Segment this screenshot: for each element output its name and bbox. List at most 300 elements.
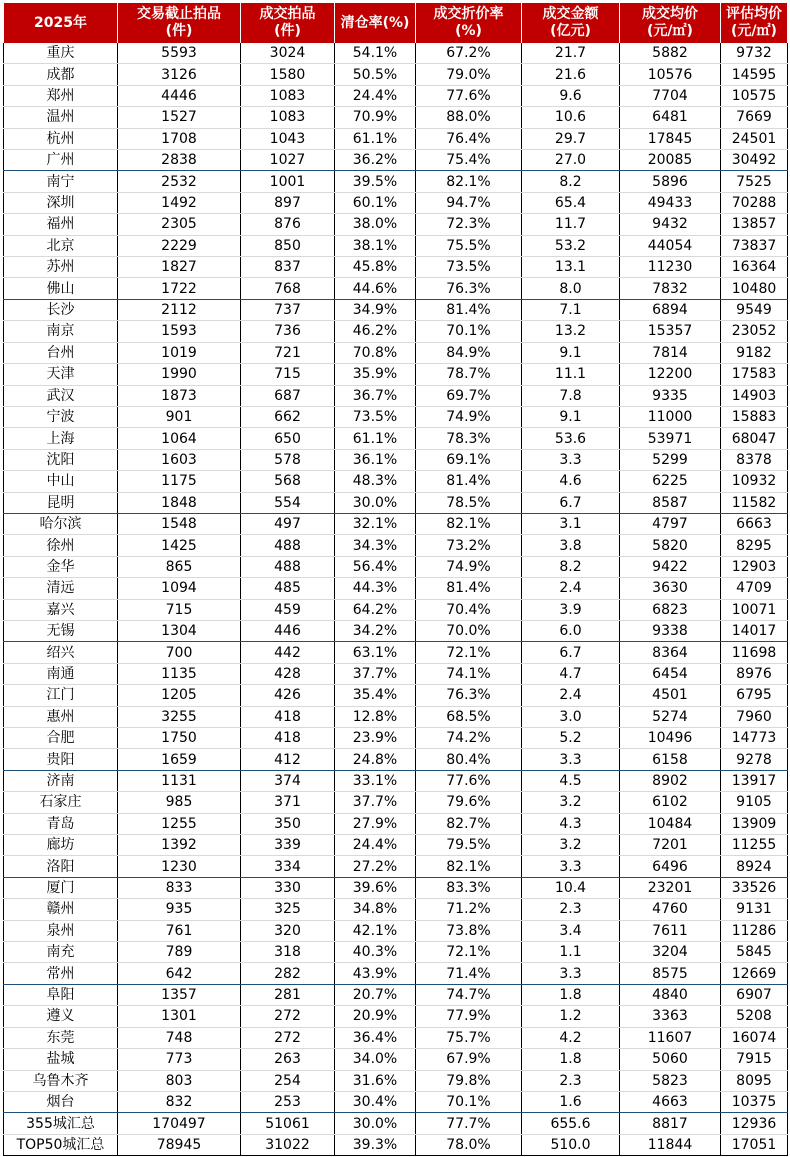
sold-items-cell: 1043 <box>241 128 335 149</box>
appraisal-price-cell: 17051 <box>721 1134 788 1155</box>
avg-price-cell: 4663 <box>620 1091 721 1112</box>
table-row <box>4 43 788 64</box>
deadline-items-cell: 1873 <box>118 385 241 406</box>
appraisal-price-cell: 16364 <box>721 257 788 278</box>
discount-rate-cell: 70.0% <box>416 620 522 641</box>
avg-price-cell: 23201 <box>620 877 721 898</box>
sold-items-cell: 318 <box>241 942 335 963</box>
city-cell: 盐城 <box>4 1049 118 1070</box>
sold-items-cell: 418 <box>241 728 335 749</box>
table-row <box>4 449 788 470</box>
discount-rate-cell: 76.4% <box>416 128 522 149</box>
appraisal-price-cell: 12936 <box>721 1113 788 1134</box>
table-row <box>4 471 788 492</box>
amount-cell: 13.1 <box>522 257 620 278</box>
avg-price-cell: 7201 <box>620 835 721 856</box>
avg-price-cell: 9335 <box>620 385 721 406</box>
deadline-items-cell: 3255 <box>118 706 241 727</box>
sold-items-cell: 263 <box>241 1049 335 1070</box>
table-row <box>4 171 788 192</box>
sold-items-cell: 272 <box>241 1027 335 1048</box>
discount-rate-cell: 72.3% <box>416 214 522 235</box>
city-cell: 无锡 <box>4 620 118 641</box>
deadline-items-cell: 3126 <box>118 64 241 85</box>
header-appraisal-price: 评估均价 (元/㎡) <box>721 3 788 43</box>
clearance-rate-cell: 56.4% <box>335 556 416 577</box>
deadline-items-cell: 170497 <box>118 1113 241 1134</box>
amount-cell: 5.2 <box>522 728 620 749</box>
clearance-rate-cell: 39.5% <box>335 171 416 192</box>
clearance-rate-cell: 36.2% <box>335 150 416 171</box>
city-cell: 东莞 <box>4 1027 118 1048</box>
header-discount-rate: 成交折价率 (%) <box>416 3 522 43</box>
city-cell: 绍兴 <box>4 642 118 663</box>
deadline-items-cell: 1603 <box>118 449 241 470</box>
discount-rate-cell: 81.4% <box>416 299 522 320</box>
clearance-rate-cell: 34.2% <box>335 620 416 641</box>
city-cell: 徐州 <box>4 535 118 556</box>
avg-price-cell: 5274 <box>620 706 721 727</box>
clearance-rate-cell: 30.0% <box>335 1113 416 1134</box>
table-row <box>4 920 788 941</box>
amount-cell: 655.6 <box>522 1113 620 1134</box>
deadline-items-cell: 1527 <box>118 107 241 128</box>
clearance-rate-cell: 73.5% <box>335 406 416 427</box>
amount-cell: 9.1 <box>522 342 620 363</box>
appraisal-price-cell: 8378 <box>721 449 788 470</box>
appraisal-price-cell: 8924 <box>721 856 788 877</box>
discount-rate-cell: 79.6% <box>416 792 522 813</box>
amount-cell: 4.5 <box>522 770 620 791</box>
table-row <box>4 278 788 299</box>
table-row <box>4 107 788 128</box>
sold-items-cell: 897 <box>241 192 335 213</box>
avg-price-cell: 20085 <box>620 150 721 171</box>
sold-items-cell: 371 <box>241 792 335 813</box>
avg-price-cell: 6496 <box>620 856 721 877</box>
amount-cell: 11.7 <box>522 214 620 235</box>
amount-cell: 8.2 <box>522 556 620 577</box>
table-row <box>4 64 788 85</box>
sold-items-cell: 554 <box>241 492 335 513</box>
table-row <box>4 663 788 684</box>
clearance-rate-cell: 64.2% <box>335 599 416 620</box>
amount-cell: 6.7 <box>522 642 620 663</box>
table-row <box>4 1113 788 1134</box>
discount-rate-cell: 71.4% <box>416 963 522 984</box>
sold-items-cell: 418 <box>241 706 335 727</box>
table-row <box>4 1006 788 1027</box>
deadline-items-cell: 833 <box>118 877 241 898</box>
discount-rate-cell: 75.5% <box>416 235 522 256</box>
avg-price-cell: 6481 <box>620 107 721 128</box>
deadline-items-cell: 1019 <box>118 342 241 363</box>
avg-price-cell: 7832 <box>620 278 721 299</box>
deadline-items-cell: 748 <box>118 1027 241 1048</box>
city-cell: 哈尔滨 <box>4 513 118 534</box>
appraisal-price-cell: 10375 <box>721 1091 788 1112</box>
amount-cell: 3.2 <box>522 835 620 856</box>
city-cell: 阜阳 <box>4 984 118 1005</box>
amount-cell: 11.1 <box>522 364 620 385</box>
sold-items-cell: 339 <box>241 835 335 856</box>
appraisal-price-cell: 9549 <box>721 299 788 320</box>
city-cell: 嘉兴 <box>4 599 118 620</box>
clearance-rate-cell: 33.1% <box>335 770 416 791</box>
table-row <box>4 877 788 898</box>
clearance-rate-cell: 43.9% <box>335 963 416 984</box>
city-cell: 佛山 <box>4 278 118 299</box>
deadline-items-cell: 1304 <box>118 620 241 641</box>
city-cell: 惠州 <box>4 706 118 727</box>
discount-rate-cell: 76.3% <box>416 685 522 706</box>
appraisal-price-cell: 7915 <box>721 1049 788 1070</box>
city-cell: 深圳 <box>4 192 118 213</box>
sold-items-cell: 715 <box>241 364 335 385</box>
city-cell: 厦门 <box>4 877 118 898</box>
amount-cell: 3.1 <box>522 513 620 534</box>
city-cell: 苏州 <box>4 257 118 278</box>
sold-items-cell: 334 <box>241 856 335 877</box>
amount-cell: 3.8 <box>522 535 620 556</box>
appraisal-price-cell: 12669 <box>721 963 788 984</box>
clearance-rate-cell: 45.8% <box>335 257 416 278</box>
amount-cell: 4.7 <box>522 663 620 684</box>
table-row <box>4 299 788 320</box>
discount-rate-cell: 84.9% <box>416 342 522 363</box>
sold-items-cell: 687 <box>241 385 335 406</box>
sold-items-cell: 325 <box>241 899 335 920</box>
avg-price-cell: 4501 <box>620 685 721 706</box>
city-cell: 沈阳 <box>4 449 118 470</box>
appraisal-price-cell: 11582 <box>721 492 788 513</box>
amount-cell: 3.3 <box>522 749 620 770</box>
city-cell: 长沙 <box>4 299 118 320</box>
discount-rate-cell: 78.0% <box>416 1134 522 1155</box>
clearance-rate-cell: 32.1% <box>335 513 416 534</box>
discount-rate-cell: 70.4% <box>416 599 522 620</box>
table-row <box>4 1049 788 1070</box>
table-row <box>4 150 788 171</box>
table-row <box>4 364 788 385</box>
clearance-rate-cell: 61.1% <box>335 428 416 449</box>
appraisal-price-cell: 9278 <box>721 749 788 770</box>
discount-rate-cell: 78.7% <box>416 364 522 385</box>
city-cell: 常州 <box>4 963 118 984</box>
deadline-items-cell: 2229 <box>118 235 241 256</box>
sold-items-cell: 768 <box>241 278 335 299</box>
clearance-rate-cell: 61.1% <box>335 128 416 149</box>
avg-price-cell: 3630 <box>620 578 721 599</box>
deadline-items-cell: 865 <box>118 556 241 577</box>
clearance-rate-cell: 20.9% <box>335 1006 416 1027</box>
clearance-rate-cell: 70.9% <box>335 107 416 128</box>
city-cell: 清远 <box>4 578 118 599</box>
table-row <box>4 706 788 727</box>
clearance-rate-cell: 39.6% <box>335 877 416 898</box>
deadline-items-cell: 1135 <box>118 663 241 684</box>
clearance-rate-cell: 34.9% <box>335 299 416 320</box>
table-row <box>4 770 788 791</box>
amount-cell: 7.1 <box>522 299 620 320</box>
avg-price-cell: 4760 <box>620 899 721 920</box>
clearance-rate-cell: 60.1% <box>335 192 416 213</box>
avg-price-cell: 6454 <box>620 663 721 684</box>
sold-items-cell: 459 <box>241 599 335 620</box>
clearance-rate-cell: 37.7% <box>335 663 416 684</box>
city-cell: 南宁 <box>4 171 118 192</box>
appraisal-price-cell: 5845 <box>721 942 788 963</box>
appraisal-price-cell: 70288 <box>721 192 788 213</box>
avg-price-cell: 7814 <box>620 342 721 363</box>
appraisal-price-cell: 5208 <box>721 1006 788 1027</box>
discount-rate-cell: 80.4% <box>416 749 522 770</box>
clearance-rate-cell: 27.9% <box>335 813 416 834</box>
sold-items-cell: 1027 <box>241 150 335 171</box>
clearance-rate-cell: 38.0% <box>335 214 416 235</box>
amount-cell: 2.4 <box>522 578 620 599</box>
sold-items-cell: 31022 <box>241 1134 335 1155</box>
avg-price-cell: 11607 <box>620 1027 721 1048</box>
city-cell: 中山 <box>4 471 118 492</box>
sold-items-cell: 320 <box>241 920 335 941</box>
avg-price-cell: 6225 <box>620 471 721 492</box>
avg-price-cell: 11230 <box>620 257 721 278</box>
clearance-rate-cell: 20.7% <box>335 984 416 1005</box>
header-row <box>4 3 788 43</box>
avg-price-cell: 8817 <box>620 1113 721 1134</box>
discount-rate-cell: 77.6% <box>416 85 522 106</box>
amount-cell: 3.9 <box>522 599 620 620</box>
deadline-items-cell: 78945 <box>118 1134 241 1155</box>
appraisal-price-cell: 12903 <box>721 556 788 577</box>
amount-cell: 1.2 <box>522 1006 620 1027</box>
deadline-items-cell: 1255 <box>118 813 241 834</box>
auction-stats-table <box>3 3 788 1156</box>
city-cell: 金华 <box>4 556 118 577</box>
avg-price-cell: 7704 <box>620 85 721 106</box>
deadline-items-cell: 1064 <box>118 428 241 449</box>
deadline-items-cell: 1722 <box>118 278 241 299</box>
discount-rate-cell: 88.0% <box>416 107 522 128</box>
city-cell: 南通 <box>4 663 118 684</box>
sold-items-cell: 412 <box>241 749 335 770</box>
sold-items-cell: 850 <box>241 235 335 256</box>
city-cell: 赣州 <box>4 899 118 920</box>
sold-items-cell: 428 <box>241 663 335 684</box>
city-cell: 上海 <box>4 428 118 449</box>
city-cell: 武汉 <box>4 385 118 406</box>
sold-items-cell: 568 <box>241 471 335 492</box>
table-body <box>4 43 788 1156</box>
discount-rate-cell: 73.5% <box>416 257 522 278</box>
table-row <box>4 85 788 106</box>
sold-items-cell: 721 <box>241 342 335 363</box>
table-row <box>4 1134 788 1155</box>
clearance-rate-cell: 42.1% <box>335 920 416 941</box>
city-cell: 温州 <box>4 107 118 128</box>
clearance-rate-cell: 44.3% <box>335 578 416 599</box>
deadline-items-cell: 1392 <box>118 835 241 856</box>
deadline-items-cell: 1827 <box>118 257 241 278</box>
avg-price-cell: 17845 <box>620 128 721 149</box>
appraisal-price-cell: 9105 <box>721 792 788 813</box>
city-cell: 郑州 <box>4 85 118 106</box>
avg-price-cell: 11844 <box>620 1134 721 1155</box>
avg-price-cell: 4797 <box>620 513 721 534</box>
city-cell: TOP50城汇总 <box>4 1134 118 1155</box>
amount-cell: 9.6 <box>522 85 620 106</box>
table-row <box>4 1070 788 1091</box>
clearance-rate-cell: 54.1% <box>335 43 416 64</box>
table-row <box>4 835 788 856</box>
clearance-rate-cell: 34.3% <box>335 535 416 556</box>
clearance-rate-cell: 48.3% <box>335 471 416 492</box>
appraisal-price-cell: 14595 <box>721 64 788 85</box>
deadline-items-cell: 2532 <box>118 171 241 192</box>
avg-price-cell: 15357 <box>620 321 721 342</box>
amount-cell: 9.1 <box>522 406 620 427</box>
clearance-rate-cell: 34.0% <box>335 1049 416 1070</box>
amount-cell: 4.3 <box>522 813 620 834</box>
amount-cell: 510.0 <box>522 1134 620 1155</box>
amount-cell: 4.6 <box>522 471 620 492</box>
deadline-items-cell: 1131 <box>118 770 241 791</box>
avg-price-cell: 53971 <box>620 428 721 449</box>
sold-items-cell: 272 <box>241 1006 335 1027</box>
deadline-items-cell: 1094 <box>118 578 241 599</box>
sold-items-cell: 488 <box>241 535 335 556</box>
deadline-items-cell: 2838 <box>118 150 241 171</box>
discount-rate-cell: 77.6% <box>416 770 522 791</box>
city-cell: 青岛 <box>4 813 118 834</box>
city-cell: 遵义 <box>4 1006 118 1027</box>
amount-cell: 2.3 <box>522 1070 620 1091</box>
appraisal-price-cell: 13909 <box>721 813 788 834</box>
avg-price-cell: 10484 <box>620 813 721 834</box>
amount-cell: 8.2 <box>522 171 620 192</box>
appraisal-price-cell: 30492 <box>721 150 788 171</box>
table-row <box>4 578 788 599</box>
clearance-rate-cell: 36.7% <box>335 385 416 406</box>
city-cell: 贵阳 <box>4 749 118 770</box>
deadline-items-cell: 1492 <box>118 192 241 213</box>
discount-rate-cell: 94.7% <box>416 192 522 213</box>
deadline-items-cell: 2112 <box>118 299 241 320</box>
amount-cell: 13.2 <box>522 321 620 342</box>
appraisal-price-cell: 9182 <box>721 342 788 363</box>
city-cell: 重庆 <box>4 43 118 64</box>
avg-price-cell: 11000 <box>620 406 721 427</box>
appraisal-price-cell: 11255 <box>721 835 788 856</box>
sold-items-cell: 350 <box>241 813 335 834</box>
avg-price-cell: 3363 <box>620 1006 721 1027</box>
clearance-rate-cell: 35.4% <box>335 685 416 706</box>
amount-cell: 3.4 <box>522 920 620 941</box>
clearance-rate-cell: 37.7% <box>335 792 416 813</box>
clearance-rate-cell: 36.1% <box>335 449 416 470</box>
city-cell: 石家庄 <box>4 792 118 813</box>
appraisal-price-cell: 11698 <box>721 642 788 663</box>
clearance-rate-cell: 23.9% <box>335 728 416 749</box>
table-row <box>4 792 788 813</box>
appraisal-price-cell: 13917 <box>721 770 788 791</box>
city-cell: 北京 <box>4 235 118 256</box>
city-cell: 南充 <box>4 942 118 963</box>
deadline-items-cell: 1205 <box>118 685 241 706</box>
amount-cell: 3.3 <box>522 856 620 877</box>
amount-cell: 53.6 <box>522 428 620 449</box>
deadline-items-cell: 715 <box>118 599 241 620</box>
table-row <box>4 556 788 577</box>
city-cell: 福州 <box>4 214 118 235</box>
sold-items-cell: 488 <box>241 556 335 577</box>
city-cell: 廊坊 <box>4 835 118 856</box>
deadline-items-cell: 901 <box>118 406 241 427</box>
deadline-items-cell: 1175 <box>118 471 241 492</box>
sold-items-cell: 374 <box>241 770 335 791</box>
avg-price-cell: 10576 <box>620 64 721 85</box>
avg-price-cell: 9432 <box>620 214 721 235</box>
city-cell: 昆明 <box>4 492 118 513</box>
table-row <box>4 984 788 1005</box>
avg-price-cell: 10496 <box>620 728 721 749</box>
clearance-rate-cell: 12.8% <box>335 706 416 727</box>
table-row <box>4 942 788 963</box>
appraisal-price-cell: 7525 <box>721 171 788 192</box>
discount-rate-cell: 70.1% <box>416 321 522 342</box>
discount-rate-cell: 74.2% <box>416 728 522 749</box>
clearance-rate-cell: 36.4% <box>335 1027 416 1048</box>
deadline-items-cell: 761 <box>118 920 241 941</box>
avg-price-cell: 9422 <box>620 556 721 577</box>
discount-rate-cell: 69.1% <box>416 449 522 470</box>
clearance-rate-cell: 40.3% <box>335 942 416 963</box>
city-cell: 乌鲁木齐 <box>4 1070 118 1091</box>
appraisal-price-cell: 6663 <box>721 513 788 534</box>
amount-cell: 6.0 <box>522 620 620 641</box>
discount-rate-cell: 82.1% <box>416 513 522 534</box>
deadline-items-cell: 5593 <box>118 43 241 64</box>
city-cell: 355城汇总 <box>4 1113 118 1134</box>
discount-rate-cell: 75.4% <box>416 150 522 171</box>
deadline-items-cell: 832 <box>118 1091 241 1112</box>
deadline-items-cell: 1659 <box>118 749 241 770</box>
amount-cell: 1.8 <box>522 984 620 1005</box>
discount-rate-cell: 73.8% <box>416 920 522 941</box>
table-row <box>4 620 788 641</box>
city-cell: 江门 <box>4 685 118 706</box>
sold-items-cell: 253 <box>241 1091 335 1112</box>
sold-items-cell: 1001 <box>241 171 335 192</box>
amount-cell: 1.6 <box>522 1091 620 1112</box>
appraisal-price-cell: 6795 <box>721 685 788 706</box>
appraisal-price-cell: 11286 <box>721 920 788 941</box>
discount-rate-cell: 70.1% <box>416 1091 522 1112</box>
avg-price-cell: 9338 <box>620 620 721 641</box>
sold-items-cell: 426 <box>241 685 335 706</box>
city-cell: 南京 <box>4 321 118 342</box>
appraisal-price-cell: 6907 <box>721 984 788 1005</box>
header-deadline-items: 交易截止拍品 (件) <box>118 3 241 43</box>
sold-items-cell: 51061 <box>241 1113 335 1134</box>
discount-rate-cell: 79.0% <box>416 64 522 85</box>
clearance-rate-cell: 30.0% <box>335 492 416 513</box>
deadline-items-cell: 935 <box>118 899 241 920</box>
appraisal-price-cell: 9131 <box>721 899 788 920</box>
clearance-rate-cell: 31.6% <box>335 1070 416 1091</box>
appraisal-price-cell: 23052 <box>721 321 788 342</box>
